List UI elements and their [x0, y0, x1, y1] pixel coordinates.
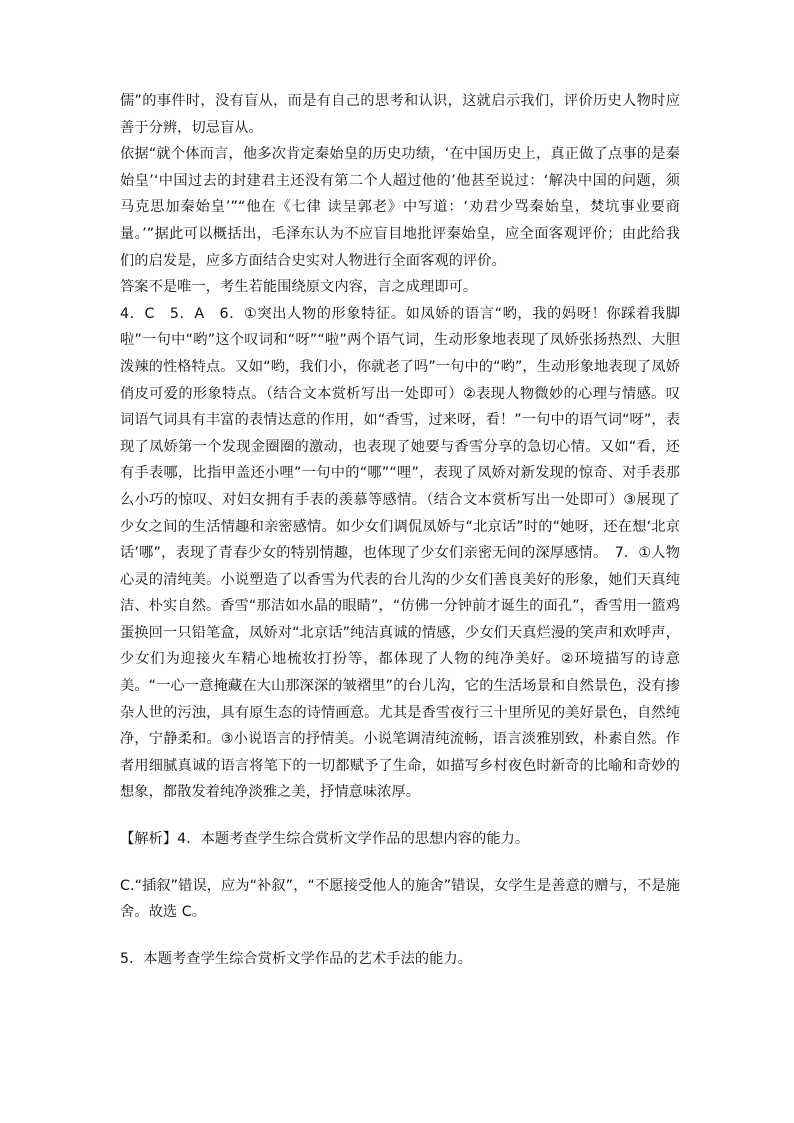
paragraph-analysis-c: C.“插叙”错误，应为“补叙”，“不愿接受他人的施舍”错误，女学生是善意的赠与，不是施舍。故选 C。	[120, 877, 680, 921]
paragraph-note: 答案不是唯一，考生若能围绕原文内容，言之成理即可。	[120, 279, 478, 296]
paragraph-evidence: 依据“就个体而言，他多次肯定秦始皇的历史功绩，‘在中国历史上，真正做了点事的是秦始皇’‘中国过去的封建君主还没有第二个人超过他的’他甚至说过：‘解决中国的问题，须马克思加秦始皇’”“他在《七律 读呈郭老》中写道：‘劝君少骂秦始皇，焚坑事业要商量。’”据此可以概括出，毛泽东认为不应盲目地批评秦始皇，应全面客观评价；由此给我们的启发是，应多方面结合史实对人物进行全面客观的评价。	[120, 146, 680, 269]
paragraph-intro: 儒”的事件时，没有盲从，而是有自己的思考和认识，这就启示我们，评价历史人物时应善于分辨，切忌盲从。	[120, 93, 680, 136]
paragraph-analysis-5: 5．本题考查学生综合赏析文学作品的艺术手法的能力。	[120, 950, 473, 967]
spacer	[120, 806, 680, 826]
paragraph-analysis-4: 【解析】4．本题考查学生综合赏析文学作品的思想内容的能力。	[120, 831, 530, 848]
spacer	[120, 853, 680, 873]
paragraph-answers: 4．C 5．A 6．①突出人物的形象特征。如凤娇的语言“哟，我的妈呀！你踩着我脚啦”一句中“哟”这个叹词和“呀”“啦”两个语气词，生动形象地表现了凤娇张扬热烈、大胆泼辣的性格特点。又如“哟，我们小，你就老了吗”一句中的“哟”，生动形象地表现了凤娇俏皮可爱的形象特点。（结合文本赏析写出一处即可）②表现人物微妙的心理与情感。叹词语气词具有丰富的表情达意的作用，如“香雪，过来呀，看！”一句中的语气词“呀”，表现了凤娇第一个发现金圈圈的激动，也表现了她要与香雪分享的急切心情。又如“看，还有手表哪，比指甲盖还小哩”一句中的“哪”“哩”，表现了凤娇对新发现的惊奇、对手表那么小巧的惊叹、对妇女拥有手表的羡慕等感情。（结合文本赏析写出一处即可）③展现了少女之间的生活情趣和亲密感情。如少女们调侃凤娇与“北京话”时的“她呀，还在想‘北京话’哪”，表现了青春少女的特别情趣，也体现了少女们亲密无间的深厚感情。 7．①人物心灵的清纯美。小说塑造了以香雪为代表的台儿沟的少女们善良美好的形象，她们天真纯洁、朴实自然。香雪“那洁如水晶的眼睛”，“仿佛一分钟前才诞生的面孔”，香雪用一篮鸡蛋换回一只铅笔盒，凤娇对“北京话”纯洁真诚的情感，少女们天真烂漫的笑声和欢呼声，少女们为迎接火车精心地梳妆打扮等，都体现了人物的纯净美好。②环境描写的诗意美。“一心一意掩藏在大山那深深的皱褶里”的台儿沟，它的生活场景和自然景色，没有掺杂人世的污浊，具有原生态的诗情画意。尤其是香雪夜行三十里所见的美好景色，自然纯净，宁静柔和。③小说语言的抒情美。小说笔调清纯流畅，语言淡雅别致，朴素自然。作者用细腻真诚的语言将笔下的一切都赋予了生命，如描写乡村夜色时新奇的比喻和奇妙的想象，都散发着纯净淡雅之美，抒情意味浓厚。	[120, 305, 680, 801]
spacer	[120, 926, 680, 946]
